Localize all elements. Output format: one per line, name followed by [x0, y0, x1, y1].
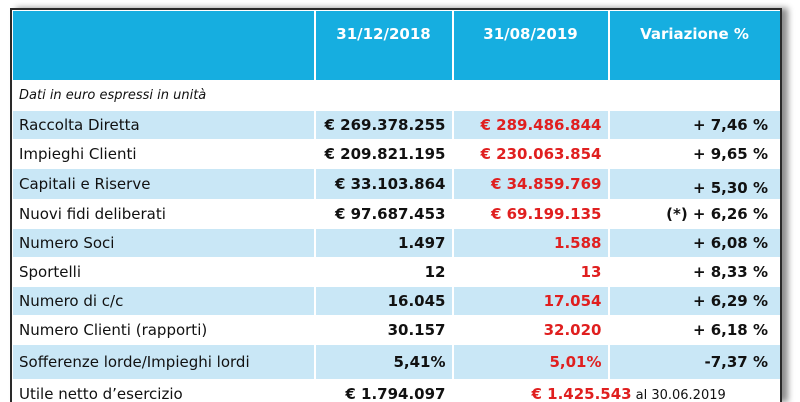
table-row — [13, 111, 781, 140]
value-2018: 12 — [315, 258, 453, 287]
value-2019-suffix: al 30.06.2019 — [636, 388, 726, 402]
table-row — [13, 200, 781, 229]
header-variation: Variazione % — [609, 11, 781, 81]
row-label: Numero Clienti (rapporti) — [13, 316, 315, 345]
note-empty-cell — [609, 81, 781, 111]
row-label: Raccolta Diretta — [13, 111, 315, 140]
financial-data-table — [12, 10, 782, 402]
value-2018: 1.497 — [315, 229, 453, 258]
table-row — [13, 316, 781, 345]
value-2019-merged — [453, 380, 781, 402]
table-row — [13, 287, 781, 316]
row-label: Numero di c/c — [13, 287, 315, 316]
header-2018: 31/12/2018 — [315, 11, 453, 81]
value-2018: € 209.821.195 — [315, 140, 453, 169]
table-row — [13, 258, 781, 287]
value-2018: 30.157 — [315, 316, 453, 345]
table-row — [13, 169, 781, 200]
table-header-row — [13, 11, 781, 81]
value-variation: + 7,46 % — [609, 111, 781, 140]
header-empty — [13, 11, 315, 81]
value-2018: 5,41% — [315, 345, 453, 380]
value-variation: + 5,30 % — [609, 169, 781, 200]
header-2019: 31/08/2019 — [453, 11, 609, 81]
row-label: Sportelli — [13, 258, 315, 287]
table-row-utile — [13, 380, 781, 402]
value-2019: 13 — [453, 258, 609, 287]
data-table-frame — [10, 8, 782, 402]
note-row — [13, 81, 781, 111]
row-label: Utile netto d’esercizio — [13, 380, 315, 402]
value-variation: + 6,29 % — [609, 287, 781, 316]
table-row — [13, 229, 781, 258]
value-2019: € 289.486.844 — [453, 111, 609, 140]
value-variation: + 6,18 % — [609, 316, 781, 345]
value-2018: 16.045 — [315, 287, 453, 316]
note-empty-cell — [453, 81, 609, 111]
value-2019: € 34.859.769 — [453, 169, 609, 200]
value-variation: (*) + 6,26 % — [609, 200, 781, 229]
row-label: Numero Soci — [13, 229, 315, 258]
value-2018: € 269.378.255 — [315, 111, 453, 140]
value-2019: € 230.063.854 — [453, 140, 609, 169]
value-2019: 17.054 — [453, 287, 609, 316]
table-row — [13, 345, 781, 380]
value-variation: + 9,65 % — [609, 140, 781, 169]
row-label: Sofferenze lorde/Impieghi lordi — [13, 345, 315, 380]
value-variation: + 8,33 % — [609, 258, 781, 287]
row-label: Capitali e Riserve — [13, 169, 315, 200]
value-variation: -7,37 % — [609, 345, 781, 380]
value-variation: + 6,08 % — [609, 229, 781, 258]
value-2018: € 97.687.453 — [315, 200, 453, 229]
value-2019: € 69.199.135 — [453, 200, 609, 229]
value-2018: € 33.103.864 — [315, 169, 453, 200]
value-2018: € 1.794.097 — [315, 380, 453, 402]
table-row — [13, 140, 781, 169]
note-text: Dati in euro espressi in unità — [13, 81, 315, 111]
value-2019: € 1.425.543 — [532, 385, 632, 402]
value-2019: 1.588 — [453, 229, 609, 258]
note-empty-cell — [315, 81, 453, 111]
value-2019: 32.020 — [453, 316, 609, 345]
row-label: Nuovi fidi deliberati — [13, 200, 315, 229]
value-2019: 5,01% — [453, 345, 609, 380]
row-label: Impieghi Clienti — [13, 140, 315, 169]
